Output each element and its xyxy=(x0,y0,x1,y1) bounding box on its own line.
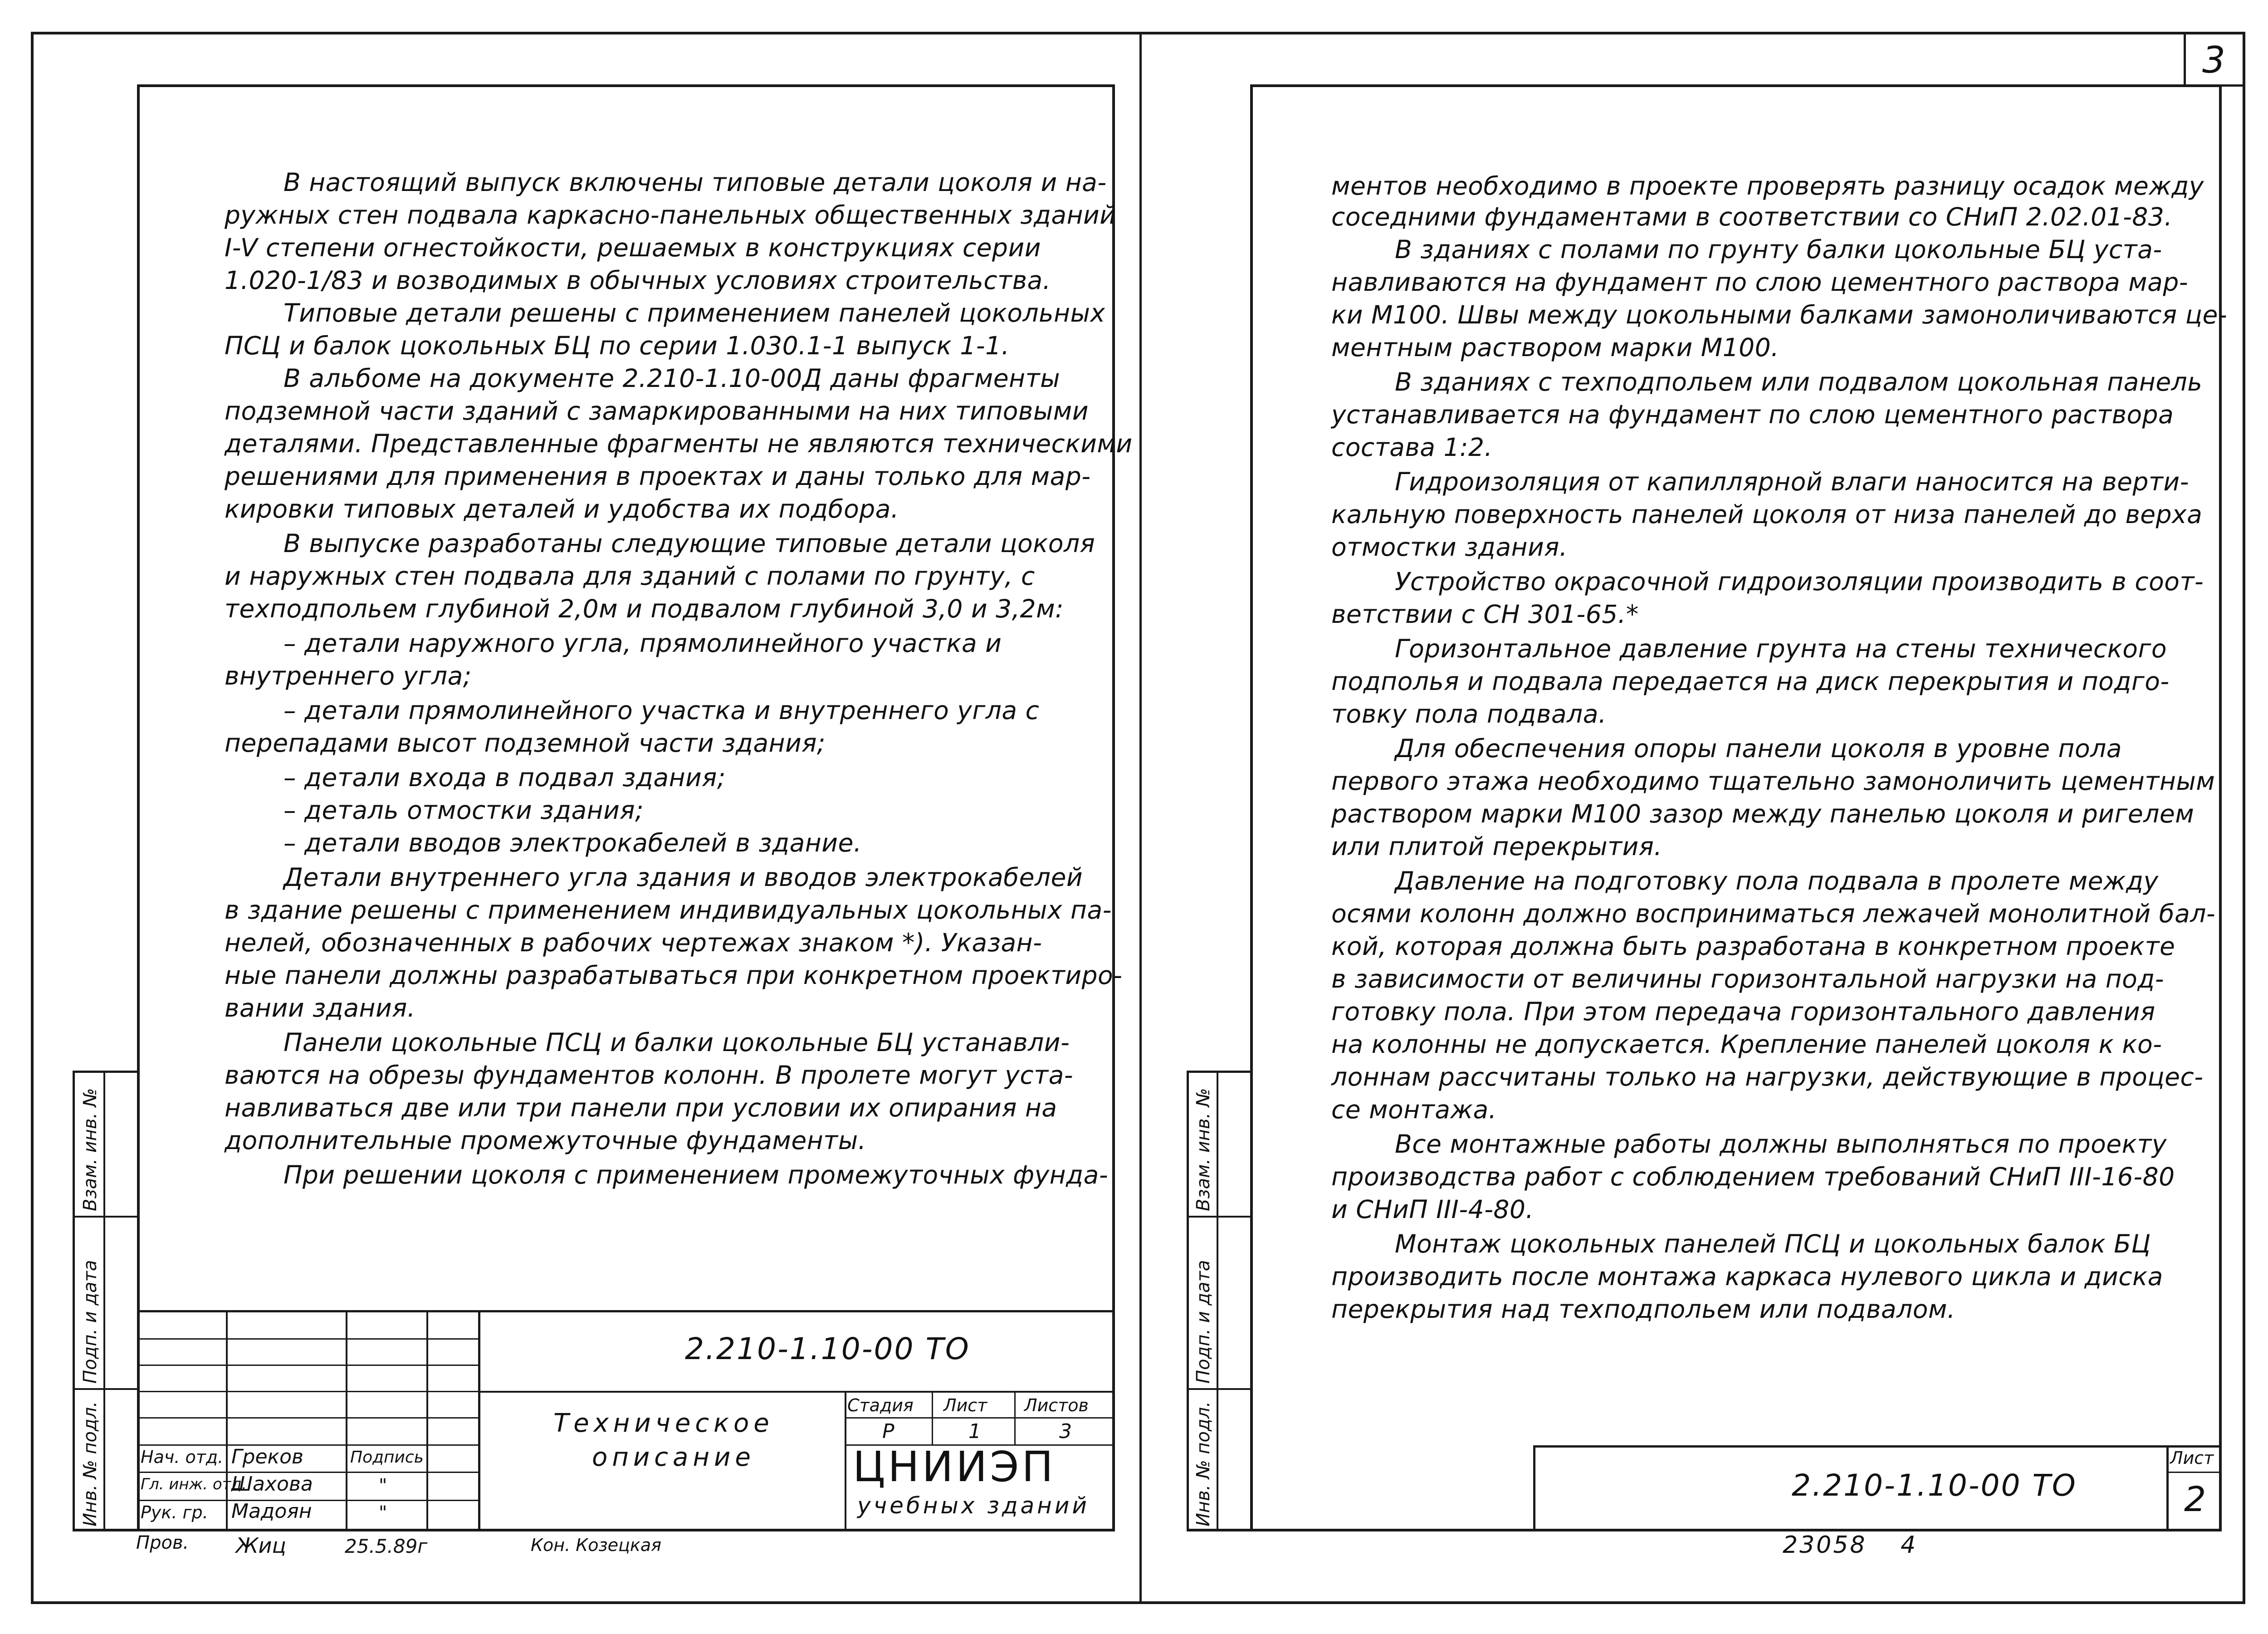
left-text-line: Панели цокольные ПСЦ и балки цокольные БЦ устанавли- xyxy=(284,1028,1070,1057)
sheets-value: 3 xyxy=(1059,1420,1072,1443)
right-text-line: осями колонн должно восприниматься лежачей монолитной бал- xyxy=(1331,899,2216,928)
left-text-line: деталями. Представленные фрагменты не являются техническими xyxy=(225,429,1133,458)
right-bottom-number: 23058 xyxy=(1783,1531,1867,1559)
tb-row3 xyxy=(137,1391,478,1392)
right-text-line: се монтажа. xyxy=(1331,1095,1497,1124)
right-stamp-outer xyxy=(1187,1071,1189,1531)
right-designation: 2.210-1.10-00 ТО xyxy=(1792,1468,2077,1503)
left-stamp-inv-podl: Инв. № подл. xyxy=(80,1401,101,1526)
right-text-line: первого этажа необходимо тщательно замоноличить цементным xyxy=(1331,767,2215,796)
right-text-line: отмостки здания. xyxy=(1331,533,1568,562)
right-stamp-div2 xyxy=(1187,1388,1253,1390)
tb-stage-row1 xyxy=(845,1417,1115,1419)
org-name: ЦНИИЭП xyxy=(853,1443,1056,1491)
left-stamp-div1 xyxy=(73,1216,140,1218)
tb-top xyxy=(137,1310,1115,1312)
left-stamp-top xyxy=(73,1071,140,1073)
right-text-line: подполья и подвала передается на диск перекрытия и подго- xyxy=(1331,667,2170,696)
tb-row4 xyxy=(137,1417,478,1419)
left-designation: 2.210-1.10-00 ТО xyxy=(685,1331,970,1366)
right-text-line: кой, которая должна быть разработана в конкретном проекте xyxy=(1331,932,2175,961)
role-2: Гл. инж. отд. xyxy=(141,1475,247,1493)
corner-sheet-number: 3 xyxy=(2202,39,2225,81)
right-text-line: В зданиях с полами по грунту балки цокольные БЦ уста- xyxy=(1395,235,2162,264)
tb-stage-col2 xyxy=(1014,1391,1016,1444)
right-stamp-vzam-inv: Взам. инв. № xyxy=(1193,1088,1214,1211)
right-text-line: лоннам рассчитаны только на нагрузки, действующие в процес- xyxy=(1331,1062,2204,1091)
right-text-line: кальную поверхность панелей цоколя от низа панелей до верха xyxy=(1331,500,2203,529)
left-stamp-podp-data: Подп. и дата xyxy=(80,1260,101,1384)
outer-border-left xyxy=(31,32,34,1604)
left-text-line: – детали входа в подвал здания; xyxy=(284,763,726,792)
sheet-value: 1 xyxy=(968,1420,981,1443)
right-text-line: товку пола подвала. xyxy=(1331,700,1607,729)
left-text-line: I-V степени огнестойкости, решаемых в конструкциях серии xyxy=(225,233,1041,262)
tb-col4 xyxy=(478,1310,480,1529)
sign-1: Подпись xyxy=(350,1448,424,1467)
right-sheet-label: Лист xyxy=(2170,1448,2214,1468)
right-stamp-top xyxy=(1187,1071,1253,1073)
right-text-line: ки М100. Швы между цокольными балками замоноличиваются це- xyxy=(1331,300,2228,329)
left-frame-right xyxy=(1112,84,1115,1531)
right-text-line: ментным раствором марки М100. xyxy=(1331,333,1779,362)
tb-stage-col1 xyxy=(932,1391,933,1444)
left-stamp-outer xyxy=(73,1071,75,1531)
left-text-line: перепадами высот подземной части здания; xyxy=(225,729,826,758)
tb-row2 xyxy=(137,1365,478,1366)
col-sheet-label: Лист xyxy=(943,1395,987,1415)
right-stamp-mid xyxy=(1217,1071,1218,1531)
left-text-line: В выпуске разработаны следующие типовые детали цоколя xyxy=(284,529,1095,558)
right-text-line: Гидроизоляция от капиллярной влаги наносится на верти- xyxy=(1395,467,2189,496)
org-subtitle: учебных зданий xyxy=(857,1492,1090,1519)
rtb-sheet-col xyxy=(2166,1445,2169,1531)
name-1: Греков xyxy=(231,1445,303,1468)
corner-box-left xyxy=(2184,32,2186,86)
outer-border-top xyxy=(31,32,2245,34)
name-3: Мадоян xyxy=(231,1500,312,1523)
right-text-line: Для обеспечения опоры панели цоколя в уровне пола xyxy=(1395,734,2122,763)
left-text-line: навливаться две или три панели при условии их опирания на xyxy=(225,1093,1057,1122)
role-1: Нач. отд. xyxy=(141,1447,224,1467)
right-text-line: или плитой перекрытия. xyxy=(1331,832,1662,861)
left-text-line: ваются на обрезы фундаментов колонн. В пролете могут уста- xyxy=(225,1061,1074,1090)
left-text-line: 1.020-1/83 и возводимых в обычных условиях строительства. xyxy=(225,266,1051,295)
left-doc-title-1: Техническое xyxy=(553,1409,774,1438)
checked-label: Пров. xyxy=(136,1532,189,1553)
col-sheets-label: Листов xyxy=(1024,1395,1089,1415)
left-stamp-mid xyxy=(103,1071,105,1531)
left-text-line: дополнительные промежуточные фундаменты. xyxy=(225,1126,866,1155)
left-frame-left xyxy=(137,84,140,1531)
left-text-line: ПСЦ и балок цокольных БЦ по серии 1.030.1-1 выпуск 1-1. xyxy=(225,331,1010,360)
role-3: Рук. гр. xyxy=(141,1502,208,1522)
tb-row5 xyxy=(137,1444,478,1446)
right-text-line: Давление на подготовку пола подвала в пролете между xyxy=(1395,866,2159,895)
tb-col5 xyxy=(845,1391,846,1529)
left-text-line: – детали вводов электрокабелей в здание. xyxy=(284,828,862,857)
right-text-line: навливаются на фундамент по слою цементного раствора мар- xyxy=(1331,268,2189,297)
left-text-line: В настоящий выпуск включены типовые детали цоколя и на- xyxy=(284,168,1107,197)
right-text-line: готовку пола. При этом передача горизонтального давления xyxy=(1331,997,2156,1026)
outer-border-right xyxy=(2243,32,2245,1604)
right-text-line: раствором марки М100 зазор между панелью цоколя и ригелем xyxy=(1331,799,2195,828)
left-text-line: ные панели должны разрабатываться при конкретном проектиро- xyxy=(225,961,1123,990)
tb-col2 xyxy=(346,1310,347,1529)
tb-row1 xyxy=(137,1338,478,1340)
right-text-line: соседними фундаментами в соответствии со СНиП 2.02.01-83. xyxy=(1331,202,2173,231)
left-text-line: внутреннего угла; xyxy=(225,661,472,690)
right-stamp-div1 xyxy=(1187,1216,1253,1218)
checked-signature: Жиц xyxy=(236,1533,286,1558)
right-sheet-value: 2 xyxy=(2184,1479,2206,1519)
sign-3: " xyxy=(379,1502,387,1523)
left-text-line: При решении цоколя с применением промежуточных фунда- xyxy=(284,1160,1109,1189)
left-text-line: подземной части зданий с замаркированными на них типовыми xyxy=(225,396,1089,426)
right-text-line: Монтаж цокольных панелей ПСЦ и цокольных балок БЦ xyxy=(1395,1229,2151,1258)
kon-signature: Кон. Козецкая xyxy=(531,1535,662,1555)
left-doc-title-2: описание xyxy=(592,1443,755,1472)
tb-mid-h xyxy=(478,1391,1115,1393)
name-2: Шахова xyxy=(231,1473,313,1496)
left-text-line: техподпольем глубиной 2,0м и подвалом глубиной 3,0 и 3,2м: xyxy=(225,594,1064,623)
right-text-line: Все монтажные работы должны выполняться по проекту xyxy=(1395,1130,2167,1159)
right-frame-left xyxy=(1250,84,1253,1531)
right-text-line: перекрытия над техподпольем или подвалом. xyxy=(1331,1295,1955,1324)
right-frame-top xyxy=(1250,84,2222,87)
right-text-line: в зависимости от величины горизонтальной нагрузки на под- xyxy=(1331,964,2165,993)
right-text-line: устанавливается на фундамент по слою цементного раствора xyxy=(1331,400,2174,429)
sign-2: " xyxy=(379,1475,387,1496)
right-stamp-inv-podl: Инв. № подл. xyxy=(1193,1401,1214,1526)
left-text-line: нелей, обозначенных в рабочих чертежах знаком *). Указан- xyxy=(225,928,1042,957)
left-stamp-vzam-inv: Взам. инв. № xyxy=(80,1088,101,1211)
left-text-line: В альбоме на документе 2.210-1.10-00Д даны фрагменты xyxy=(284,364,1061,393)
right-text-line: производства работ с соблюдением требований СНиП III-16-80 xyxy=(1331,1162,2175,1191)
left-text-line: – детали наружного угла, прямолинейного участка и xyxy=(284,629,1002,658)
left-frame-bottom xyxy=(73,1529,1115,1531)
rtb-left xyxy=(1533,1445,1535,1531)
left-text-line: Детали внутреннего угла здания и вводов электрокабелей xyxy=(284,863,1083,892)
left-text-line: ружных стен подвала каркасно-панельных общественных зданий xyxy=(225,201,1116,230)
right-stamp-podp-data: Подп. и дата xyxy=(1193,1260,1214,1384)
outer-border-bottom xyxy=(31,1601,2245,1604)
right-text-line: ветствии с СН 301-65.* xyxy=(1331,600,1639,629)
right-text-line: Устройство окрасочной гидроизоляции производить в соот- xyxy=(1395,567,2204,596)
left-text-line: кировки типовых деталей и удобства их подбора. xyxy=(225,494,899,523)
stage-value: Р xyxy=(882,1420,894,1443)
right-text-line: Горизонтальное давление грунта на стены технического xyxy=(1395,634,2167,663)
center-fold-line xyxy=(1139,32,1142,1604)
right-bottom-page: 4 xyxy=(1901,1531,1916,1559)
checked-date: 25.5.89г xyxy=(345,1535,428,1557)
right-text-line: состава 1:2. xyxy=(1331,433,1493,462)
right-text-line: ментов необходимо в проекте проверять разницу осадок между xyxy=(1331,171,2204,201)
col-stage-label: Стадия xyxy=(847,1395,914,1415)
rtb-sheet-row xyxy=(2166,1472,2222,1473)
right-text-line: В зданиях с техподпольем или подвалом цокольная панель xyxy=(1395,367,2203,396)
left-stamp-div2 xyxy=(73,1388,140,1390)
left-text-line: в здание решены с применением индивидуальных цокольных па- xyxy=(225,895,1112,925)
right-text-line: на колонны не допускается. Крепление панелей цоколя к ко- xyxy=(1331,1030,2162,1059)
left-text-line: вании здания. xyxy=(225,993,415,1022)
left-text-line: Типовые детали решены с применением панелей цокольных xyxy=(284,298,1105,328)
left-text-line: – детали прямолинейного участка и внутреннего угла с xyxy=(284,696,1040,725)
left-text-line: и наружных стен подвала для зданий с полами по грунту, с xyxy=(225,562,1035,591)
right-text-line: производить после монтажа каркаса нулевого цикла и диска xyxy=(1331,1262,2163,1291)
tb-col1 xyxy=(226,1310,228,1529)
tb-col3 xyxy=(426,1310,428,1529)
left-frame-top xyxy=(137,84,1115,87)
left-text-line: решениями для применения в проектах и даны только для мар- xyxy=(225,462,1091,491)
left-text-line: – деталь отмостки здания; xyxy=(284,796,644,825)
rtb-top xyxy=(1533,1445,2222,1448)
right-frame-bottom xyxy=(1187,1529,2222,1531)
right-text-line: и СНиП III-4-80. xyxy=(1331,1195,1534,1224)
